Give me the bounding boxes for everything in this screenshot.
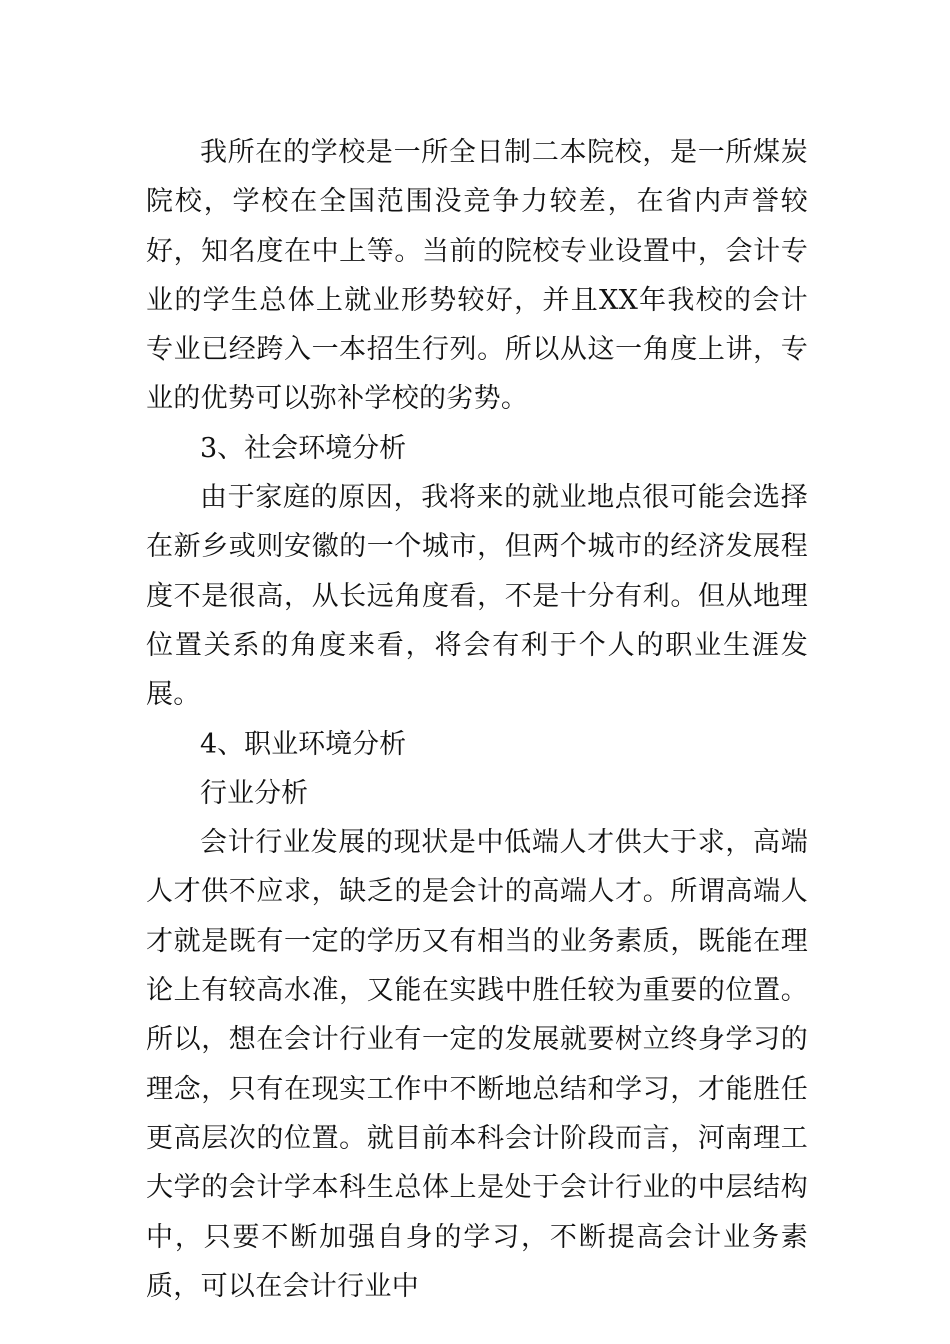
- heading-industry-analysis: 行业分析: [200, 777, 308, 809]
- heading-career-environment: 4、职业环境分析: [200, 728, 407, 760]
- paragraph-industry-analysis: 会计行业发展的现状是中低端人才供大于求，高端人才供不应求，缺乏的是会计的高端人才。所谓高端人才就是既有一定的学历又有相当的业务素质，既能在理论上有较高水准，又能在实践中胜任较为重要的位置。所以，想在会计行业有一定的发展就要树立终身学习的理念，只有在现实工作中不断地总结和学习，才能胜任更高层次的位置。就目前本科会计阶段而言，河南理工大学的会计学本科生总体上是处于会计行业的中层结构中，只要不断加强自身的学习，不断提高会计业务素质，可以在会计行业中: [146, 827, 808, 1302]
- document-page: [146, 128, 808, 1311]
- paragraph-social-environment: 由于家庭的原因，我将来的就业地点很可能会选择在新乡或则安徽的一个城市，但两个城市的经济发展程度不是很高，从长远角度看，不是十分有利。但从地理位置关系的角度来看，将会有利于个人的职业生涯发展。: [146, 482, 808, 711]
- paragraph-school-analysis: 我所在的学校是一所全日制二本院校，是一所煤炭院校，学校在全国范围没竞争力较差，在省内声誉较好，知名度在中上等。当前的院校专业设置中，会计专业的学生总体上就业形势较好，并且XX年我校的会计专业已经跨入一本招生行列。所以从这一角度上讲，专业的优势可以弥补学校的劣势。: [146, 137, 808, 415]
- heading-social-environment: 3、社会环境分析: [200, 432, 407, 464]
